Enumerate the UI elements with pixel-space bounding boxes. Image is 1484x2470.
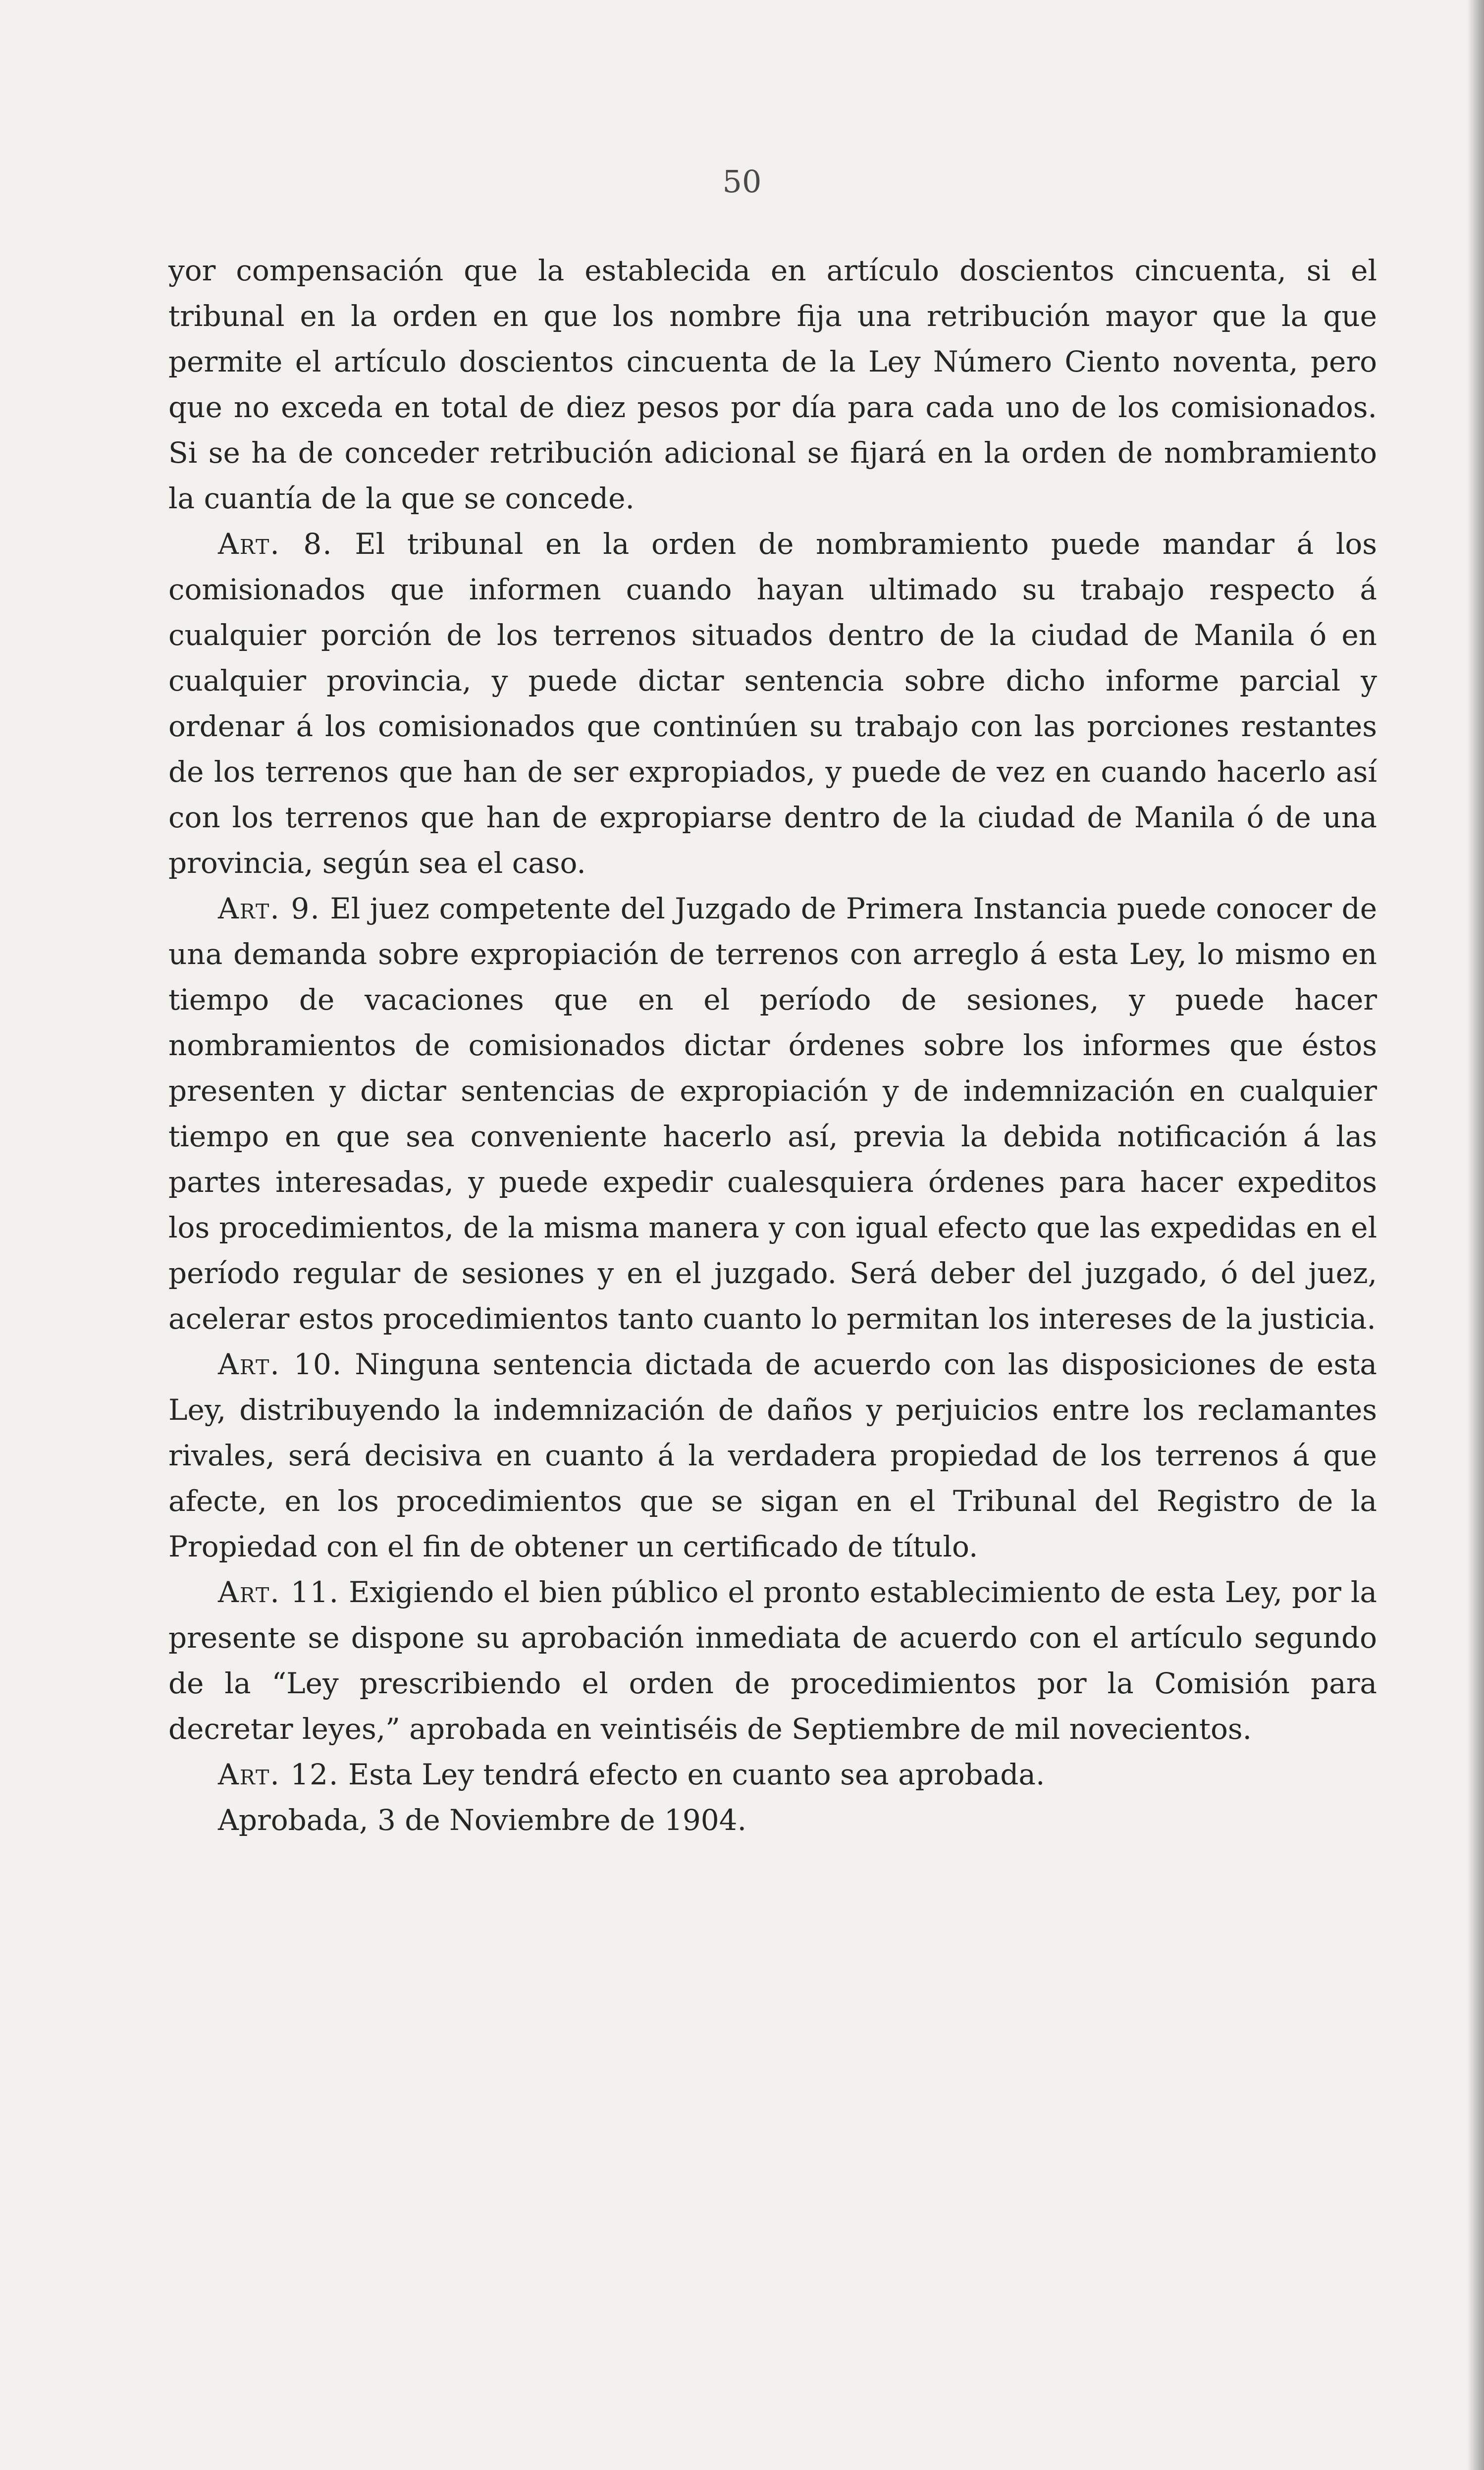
article-label: Art. 10. xyxy=(218,1347,343,1381)
paragraph-continuation xyxy=(168,248,1377,521)
article-label: Art. 8. xyxy=(218,527,333,561)
article-8 xyxy=(168,521,1377,886)
article-10 xyxy=(168,1342,1377,1569)
body-text xyxy=(168,248,1377,1843)
article-label: Art. 12. xyxy=(218,1758,339,1791)
article-text: El tribunal en la orden de nombramiento puede mandar á los comisionados que informen cuando hayan ultimado su trabajo respecto á cualquier porción de los terrenos situados dentro de la ciudad de Manila ó en cualquier provincia, y puede dictar sentencia sobre dicho informe parcial y ordenar á los comisionados que continúen su trabajo con las porciones restantes de los terrenos que han de ser expropiados, y puede de vez en cuando hacerlo así con los terrenos que han de expropiarse dentro de la ciudad de Manila ó de una provincia, según sea el caso. xyxy=(168,527,1377,880)
article-9 xyxy=(168,886,1377,1342)
article-text: Exigiendo el bien público el pronto establecimiento de esta Ley, por la presente se dispone su aprobación inmediata de acuerdo con el artículo segundo de la “Ley prescribiendo el orden de procedimientos por la Comisión para decretar leyes,” aprobada en veintiséis de Septiembre de mil novecientos. xyxy=(168,1575,1378,1746)
article-label: Art. 11. xyxy=(218,1575,340,1609)
article-text: Esta Ley tendrá efecto en cuanto sea aprobada. xyxy=(348,1758,1045,1791)
page-number: 50 xyxy=(722,163,762,200)
article-text: Ninguna sentencia dictada de acuerdo con las disposiciones de esta Ley, distribuyendo la indemnización de daños y perjuicios entre los reclamantes rivales, será decisiva en cuanto á la verdadera propiedad de los terrenos á que afecte, en los procedimientos que se sigan en el Tribunal del Registro de la Propiedad con el fin de obtener un certificado de título. xyxy=(168,1347,1378,1563)
article-label: Art. 9. xyxy=(218,892,320,925)
article-11 xyxy=(168,1569,1377,1752)
page-edge-shadow xyxy=(1467,0,1484,2470)
article-text: El juez competente del Juzgado de Primera Instancia puede conocer de una demanda sobre expropiación de terrenos con arreglo á esta Ley, lo mismo en tiempo de vacaciones que en el período de sesiones, y puede hacer nombramientos de comisionados dictar órdenes sobre los informes que éstos presenten y dictar sentencias de expropiación y de indemnización en cualquier tiempo en que sea conveniente hacerlo así, previa la debida notificación á las partes interesadas, y puede expedir cualesquiera órdenes para hacer expeditos los procedimientos, de la misma manera y con igual efecto que las expedidas en el período regular de sesiones y en el juzgado. Será deber del juzgado, ó del juez, acelerar estos procedimientos tanto cuanto lo permitan los intereses de la justicia. xyxy=(168,892,1378,1336)
article-12 xyxy=(168,1752,1377,1797)
paragraph-text: yor compensación que la establecida en artículo doscientos cincuenta, si el tribunal en la orden en que los nombre fija una retribución mayor que la que permite el artículo doscientos cincuenta de la Ley Número Ciento noventa, pero que no exceda en total de diez pesos por día para cada uno de los comisionados. Si se ha de conceder retribución adicional se fijará en la orden de nombramiento la cuantía de la que se concede. xyxy=(168,254,1377,515)
approval-date: Aprobada, 3 de Noviembre de 1904. xyxy=(218,1803,747,1837)
